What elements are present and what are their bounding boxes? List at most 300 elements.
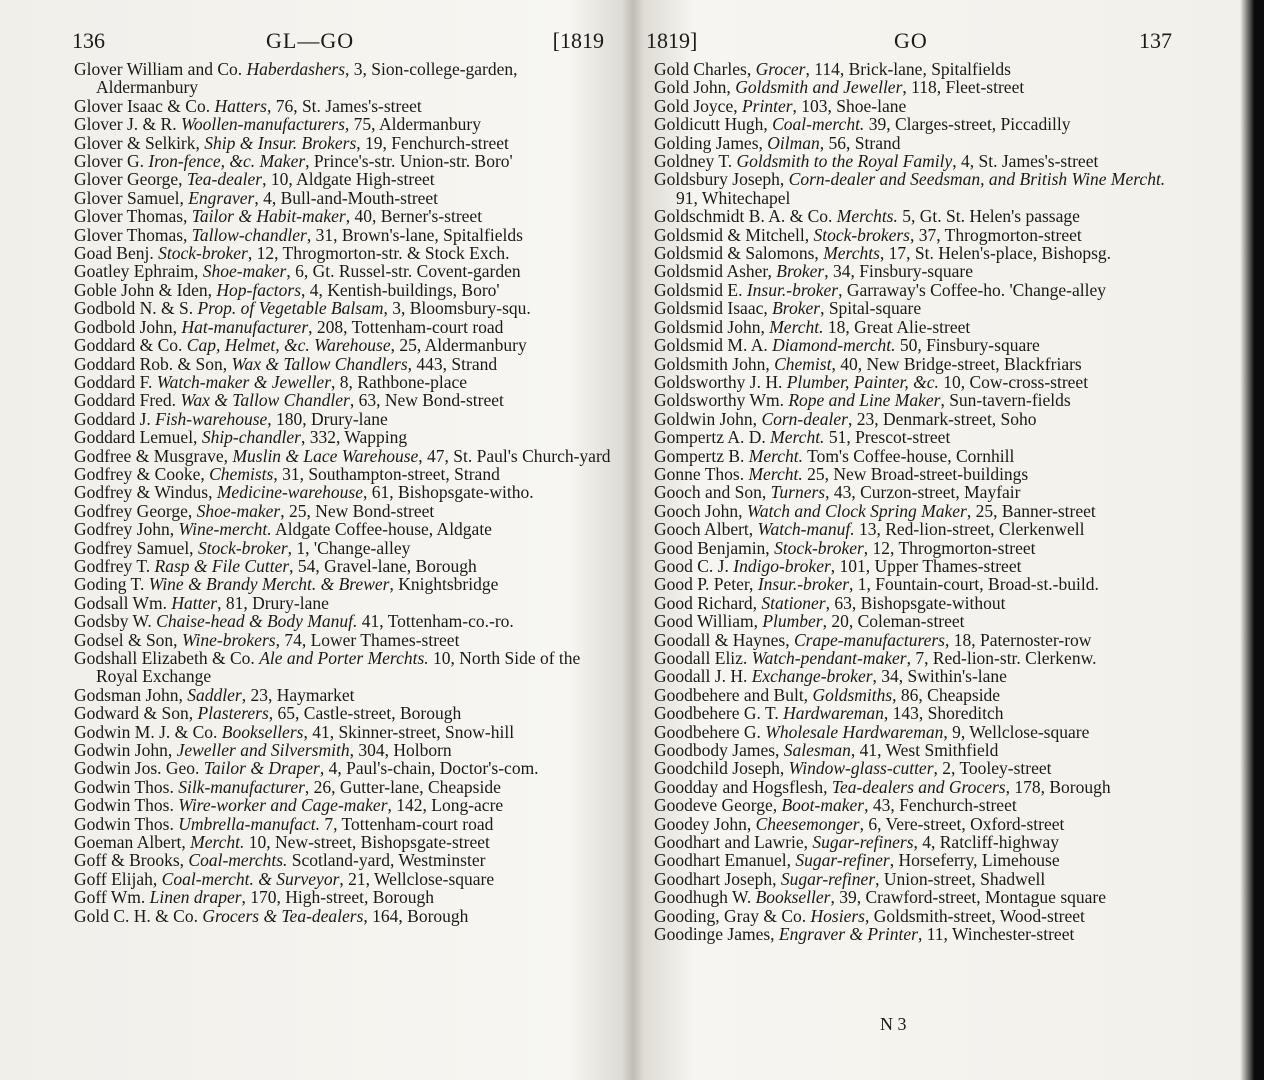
entry-name: Goodinge James,: [654, 924, 779, 945]
directory-entry: [654, 539, 1176, 557]
entry-address: , 39, Crawford-street, Montague square: [830, 887, 1106, 908]
directory-entry: [74, 262, 616, 280]
entry-name: Goldicutt Hugh,: [654, 114, 773, 135]
right-page-year: 1819]: [646, 28, 698, 53]
directory-entry: [654, 262, 1176, 280]
directory-entry: [74, 336, 616, 354]
directory-entry: [654, 244, 1176, 262]
entry-address: , 34, Swithin's-lane: [872, 666, 1007, 687]
entry-address: , 43, Fenchurch-street: [864, 795, 1017, 816]
directory-entry: [74, 428, 616, 446]
entry-name: Godwin Thos.: [74, 795, 179, 816]
entry-trade: Plasterers: [197, 703, 269, 724]
directory-entry: [654, 391, 1176, 409]
directory-entry: [74, 833, 616, 851]
directory-entry: [654, 410, 1176, 428]
entry-name: Goff Elijah,: [74, 868, 162, 889]
entry-trade: Goldsmiths: [812, 684, 893, 705]
directory-entry: [654, 557, 1176, 575]
entry-name: Goff Wm.: [74, 887, 150, 908]
entry-address: , 25, Banner-street: [966, 500, 1096, 521]
entry-trade: Tallow-chandler: [191, 224, 307, 245]
entry-address: , 25, Aldermanbury: [390, 335, 527, 356]
directory-entry: [74, 704, 616, 722]
directory-entry: [654, 465, 1176, 483]
entry-address: 5, Gt. St. Helen's passage: [897, 206, 1080, 227]
entry-name: Godshall Elizabeth & Co.: [74, 648, 260, 668]
directory-entry: [654, 115, 1176, 133]
entry-name: Glover G.: [74, 151, 149, 172]
entry-name: Glover J. & R.: [74, 114, 181, 135]
entry-name: Goodall & Haynes,: [654, 629, 794, 650]
directory-entry: [654, 888, 1176, 906]
entry-name: Goodall J. H.: [654, 666, 752, 687]
right-page-number: 137: [1139, 28, 1172, 53]
entry-trade: Watch-manuf.: [757, 519, 855, 540]
entry-name: Godfrey Samuel,: [74, 537, 198, 558]
entry-address: , 47, St. Paul's Church-yard: [418, 445, 611, 466]
directory-entry: [74, 373, 616, 391]
directory-entry: [74, 60, 616, 97]
entry-address: , 34, Finsbury-square: [824, 261, 973, 282]
entry-trade: Shoe-maker: [196, 500, 281, 521]
entry-name: Goodchild Joseph,: [654, 758, 789, 779]
entry-name: Goldsmid Asher,: [654, 261, 777, 282]
directory-entry: [74, 649, 616, 686]
entry-name: Goatley Ephraim,: [74, 261, 203, 282]
entry-trade: Insur.-broker: [757, 574, 850, 595]
entry-address: 91, Whitechapel: [676, 187, 791, 208]
entry-trade: Fish-warehouse: [155, 408, 268, 429]
entry-name: Godward & Son,: [74, 703, 198, 724]
entry-address: , 37, Throgmorton-street: [910, 224, 1082, 245]
entry-name: Godwin Thos.: [74, 776, 179, 797]
entry-address: , 12, Throgmorton-str. & Stock Exch.: [247, 243, 510, 264]
entry-name: Gold C. H. & Co.: [74, 905, 203, 926]
left-page: [56, 28, 616, 1068]
entry-trade: Grocer: [755, 59, 806, 79]
entry-trade: Hop-factors: [216, 279, 301, 300]
directory-entry: [74, 870, 616, 888]
directory-entry: [654, 281, 1176, 299]
entry-trade: Prop. of Vegetable Balsam: [197, 298, 384, 319]
entry-address: , 56, Strand: [819, 132, 901, 153]
entry-name: Godbold N. & S.: [74, 298, 198, 319]
directory-entry: [74, 888, 616, 906]
entry-address: , Garraway's Coffee-ho. 'Change-alley: [838, 279, 1106, 300]
entry-name: Goldsworthy Wm.: [654, 390, 789, 411]
entry-address: , 12, Throgmorton-street: [863, 537, 1036, 558]
directory-entry: [654, 796, 1176, 814]
entry-address: , 31, Brown's-lane, Spitalfields: [306, 224, 523, 245]
entry-name: Goldsmith John,: [654, 353, 775, 374]
entry-trade: Ship & Insur. Brokers: [204, 132, 357, 153]
entry-trade: Window-glass-cutter: [788, 758, 934, 779]
entry-name: Godsby W.: [74, 611, 157, 632]
entry-trade: Woollen-manufacturers: [180, 114, 345, 135]
entry-name: Godfrey & Windus,: [74, 482, 217, 503]
entry-address: , 1, 'Change-alley: [287, 537, 411, 558]
entry-address: , 2, Tooley-street: [933, 758, 1052, 779]
entry-trade: Chemist: [774, 353, 832, 374]
directory-entry: [654, 907, 1176, 925]
entry-name: Glover Thomas,: [74, 224, 192, 245]
entry-name: Godfree & Musgrave,: [74, 445, 233, 466]
directory-entry: [74, 97, 616, 115]
entry-name: Glover William and Co.: [74, 59, 247, 79]
entry-name: Godwin Thos.: [74, 813, 179, 834]
directory-entry: [74, 594, 616, 612]
entry-trade: Engraver: [188, 187, 255, 208]
entry-address: , 17, St. Helen's-place, Bishopsg.: [879, 243, 1112, 264]
directory-entry: [654, 925, 1176, 943]
entry-name: Goldsworthy J. H.: [654, 371, 787, 392]
entry-name: Goldsbury Joseph,: [654, 169, 789, 190]
entry-address: , 65, Castle-street, Borough: [268, 703, 462, 724]
entry-trade: Tea-dealers and Grocers: [831, 776, 1006, 797]
entry-name: Glover Thomas,: [74, 206, 192, 227]
entry-trade: Jeweller and Silversmith: [176, 740, 350, 761]
entry-trade: Silk-manufacturer: [178, 776, 305, 797]
entry-name: Gold Joyce,: [654, 95, 742, 116]
entry-address: , Horseferry, Limehouse: [889, 850, 1060, 871]
entry-trade: Tailor & Draper: [203, 758, 320, 779]
entry-name: Goodeve George,: [654, 795, 782, 816]
entry-address: , 40, New Bridge-street, Blackfriars: [831, 353, 1082, 374]
directory-entry: [654, 428, 1176, 446]
directory-entry: [654, 355, 1176, 373]
entry-name: Goodday and Hogsflesh,: [654, 776, 832, 797]
entry-trade: Plumber, Painter, &c.: [786, 371, 939, 392]
entry-name: Good P. Peter,: [654, 574, 758, 595]
entry-name: Goldschmidt B. A. & Co.: [654, 206, 837, 227]
entry-trade: Printer: [741, 95, 793, 116]
entry-address: , 54, Gravel-lane, Borough: [289, 555, 477, 576]
entry-name: Gonne Thos.: [654, 463, 749, 484]
entry-name: Goddard J.: [74, 408, 156, 429]
entry-trade: Turners: [770, 482, 826, 503]
entry-address: , 170, High-street, Borough: [241, 887, 435, 908]
entry-name: Goodbehere G. T.: [654, 703, 784, 724]
entry-name: Goodbehere and Bult,: [654, 684, 813, 705]
directory-entry: [654, 778, 1176, 796]
entry-trade: Stationer: [761, 592, 826, 613]
entry-name: Godfrey & Cooke,: [74, 463, 210, 484]
entry-address: 50, Finsbury-square: [895, 335, 1040, 356]
entry-trade: Wax & Tallow Chandlers: [231, 353, 408, 374]
entry-address: , 21, Wellclose-square: [339, 868, 495, 889]
entry-name: Goldsmid & Mitchell,: [654, 224, 814, 245]
entry-trade: Engraver & Printer: [778, 924, 918, 945]
entry-trade: Shoe-maker: [202, 261, 287, 282]
entry-trade: Umbrella-manufact.: [178, 813, 320, 834]
entry-address: , 118, Fleet-street: [902, 77, 1025, 98]
entry-trade: Bookseller: [755, 887, 831, 908]
entry-address: 18, Great Alie-street: [823, 316, 971, 337]
entry-address: Scotland-yard, Westminster: [287, 850, 486, 871]
entry-name: Goodall Eliz.: [654, 648, 752, 668]
entry-trade: Cheesemonger: [755, 813, 860, 834]
directory-entry: [654, 815, 1176, 833]
entry-name: Goldney T.: [654, 151, 737, 172]
directory-entry: [654, 336, 1176, 354]
entry-name: Gooch and Son,: [654, 482, 771, 503]
entry-name: Goeman Albert,: [74, 832, 191, 853]
entry-address: , 23, Denmark-street, Soho: [847, 408, 1037, 429]
entry-address: , 101, Upper Thames-street: [830, 555, 1022, 576]
entry-trade: Corn-dealer: [761, 408, 848, 429]
entry-address: , 7, Red-lion-str. Clerkenw.: [906, 648, 1097, 668]
entry-name: Godwin Jos. Geo.: [74, 758, 204, 779]
entry-trade: Tailor & Habit-maker: [191, 206, 346, 227]
entry-trade: Stock-brokers: [813, 224, 910, 245]
entry-address: 51, Prescot-street: [824, 427, 951, 448]
entry-name: Gooch Albert,: [654, 519, 758, 540]
directory-entry: [654, 870, 1176, 888]
entry-trade: Wine & Brandy Mercht. & Brewer: [148, 574, 390, 595]
entry-address: , 40, Berner's-street: [345, 206, 483, 227]
directory-entry: [74, 189, 616, 207]
entry-address: , 4, Ratcliff-highway: [913, 832, 1059, 853]
directory-entry: [654, 152, 1176, 170]
entry-trade: Oilman: [767, 132, 820, 153]
entry-trade: Insur.-broker: [746, 279, 839, 300]
entry-trade: Medicine-warehouse: [216, 482, 363, 503]
directory-entry: [654, 97, 1176, 115]
directory-entry: [654, 373, 1176, 391]
entry-name: Glover Isaac & Co.: [74, 95, 215, 116]
entry-address: , 75, Aldermanbury: [344, 114, 482, 135]
entry-trade: Goldsmith to the Royal Family: [736, 151, 953, 172]
left-page-head: GL—GO: [266, 28, 355, 53]
entry-address: , 23, Haymarket: [241, 684, 355, 705]
entry-name: Good William,: [654, 611, 763, 632]
left-entry-list: [56, 60, 616, 925]
entry-name: Golding James,: [654, 132, 768, 153]
entry-name: Gooch John,: [654, 500, 747, 521]
page-edge-shadow: [1240, 0, 1264, 1080]
entry-trade: Booksellers: [221, 721, 304, 742]
entry-address: , 74, Lower Thames-street: [275, 629, 460, 650]
entry-name: Goff & Brooks,: [74, 850, 189, 871]
directory-entry: [74, 575, 616, 593]
directory-entry: [74, 244, 616, 262]
entry-trade: Stock-broker: [774, 537, 864, 558]
entry-address: , 86, Cheapside: [892, 684, 1001, 705]
entry-address: , Union-street, Shadwell: [875, 868, 1046, 889]
entry-name: Goldsmid & Salomons,: [654, 243, 824, 264]
entry-address: Aldgate Coffee-house, Aldgate: [271, 519, 492, 540]
directory-entry: [74, 502, 616, 520]
directory-entry: [74, 557, 616, 575]
entry-trade: Hosiers: [810, 905, 865, 926]
entry-address: , 41, Skinner-street, Snow-hill: [303, 721, 515, 742]
directory-entry: [74, 170, 616, 188]
entry-address: , 61, Bishopsgate-witho.: [362, 482, 534, 503]
entry-trade: Rasp & File Cutter: [154, 555, 290, 576]
entry-trade: Ship-chandler: [201, 427, 301, 448]
entry-name: Goddard & Co.: [74, 335, 187, 356]
directory-entry: [654, 520, 1176, 538]
entry-trade: Merchts: [823, 243, 880, 264]
directory-entry: [74, 686, 616, 704]
directory-entry: [74, 152, 616, 170]
entry-address: 7, Tottenham-court road: [319, 813, 494, 834]
entry-trade: Chemists: [209, 463, 274, 484]
entry-trade: Stock-broker: [197, 537, 288, 558]
entry-address: , 143, Shoreditch: [883, 703, 1004, 724]
entry-address: , 114, Brick-lane, Spitalfields: [805, 59, 1011, 79]
entry-name: Godsall Wm.: [74, 592, 172, 613]
entry-address: , 6, Vere-street, Oxford-street: [859, 813, 1065, 834]
directory-entry: [654, 483, 1176, 501]
left-running-head: [56, 28, 616, 60]
directory-entry: [74, 115, 616, 133]
directory-entry: [74, 520, 616, 538]
entry-trade: Grocers & Tea-dealers: [202, 905, 364, 926]
directory-entry: [74, 207, 616, 225]
entry-address: , 6, Gt. Russel-str. Covent-garden: [286, 261, 521, 282]
entry-trade: Indigo-broker: [733, 555, 831, 576]
entry-name: Goble John & Iden,: [74, 279, 217, 300]
directory-entry: [654, 226, 1176, 244]
entry-trade: Salesman: [783, 740, 851, 761]
entry-trade: Haberdashers: [246, 59, 346, 79]
entry-name: Good Richard,: [654, 592, 762, 613]
entry-address: , 26, Gutter-lane, Cheapside: [304, 776, 501, 797]
entry-trade: Ale and Porter Merchts.: [259, 648, 429, 668]
entry-address: 10, North Side of the Royal Exchange: [96, 648, 581, 687]
entry-address: , Knightsbridge: [389, 574, 499, 595]
entry-trade: Saddler: [187, 684, 242, 705]
entry-address: , 180, Drury-lane: [267, 408, 388, 429]
directory-entry: [74, 741, 616, 759]
entry-name: Gold Charles,: [654, 59, 756, 79]
entry-address: 25, New Broad-street-buildings: [802, 463, 1029, 484]
directory-entry: [74, 410, 616, 428]
directory-entry: [654, 833, 1176, 851]
entry-trade: Hatter: [171, 592, 218, 613]
entry-address: , 178, Borough: [1005, 776, 1111, 797]
entry-address: , Spital-square: [820, 298, 922, 319]
directory-entry: [74, 483, 616, 501]
entry-address: , 20, Coleman-street: [822, 611, 965, 632]
directory-entry: [74, 723, 616, 741]
entry-address: , 4, Bull-and-Mouth-street: [254, 187, 439, 208]
entry-name: Goodbody James,: [654, 740, 784, 761]
directory-entry: [654, 649, 1176, 667]
entry-address: , 443, Strand: [407, 353, 498, 374]
entry-address: , Sun-tavern-fields: [940, 390, 1071, 411]
entry-address: , 142, Long-acre: [387, 795, 504, 816]
entry-trade: Mercht.: [769, 316, 824, 337]
directory-entry: [654, 447, 1176, 465]
entry-name: Godbold John,: [74, 316, 182, 337]
entry-trade: Sugar-refiners: [812, 832, 914, 853]
entry-address: 10, New-street, Bishopsgate-street: [244, 832, 490, 853]
entry-name: Goodhugh W.: [654, 887, 756, 908]
entry-name: Goddard F.: [74, 371, 157, 392]
directory-entry: [74, 631, 616, 649]
entry-trade: Watch and Clock Spring Maker: [746, 500, 967, 521]
entry-trade: Cap, Helmet, &c. Warehouse: [186, 335, 391, 356]
entry-address: , 164, Borough: [363, 905, 469, 926]
entry-trade: Broker: [772, 298, 821, 319]
directory-entry: [654, 759, 1176, 777]
entry-address: , Goldsmith-street, Wood-street: [864, 905, 1085, 926]
entry-trade: Hatters: [214, 95, 267, 116]
entry-name: Goldsmid M. A.: [654, 335, 773, 356]
directory-entry: [654, 686, 1176, 704]
directory-entry: [654, 575, 1176, 593]
entry-trade: Wine-brokers: [181, 629, 276, 650]
entry-name: Gold John,: [654, 77, 736, 98]
entry-trade: Plumber: [762, 611, 823, 632]
entry-trade: Hat-manufacturer: [181, 316, 309, 337]
entry-name: Godfrey T.: [74, 555, 155, 576]
right-page-head: GO: [894, 28, 928, 53]
entry-trade: Rope and Line Maker: [788, 390, 941, 411]
entry-address: , 4, St. James's-street: [952, 151, 1099, 172]
entry-trade: Coal-mercht. & Surveyor: [161, 868, 340, 889]
entry-address: , 31, Southampton-street, Strand: [273, 463, 500, 484]
entry-trade: Sugar-refiner: [780, 868, 876, 889]
directory-entry: [654, 667, 1176, 685]
entry-address: , 304, Holborn: [349, 740, 452, 761]
entry-address: , 43, Curzon-street, Mayfair: [825, 482, 1021, 503]
entry-name: Goldsmid Isaac,: [654, 298, 773, 319]
right-entry-list: [636, 60, 1176, 944]
directory-entry: [654, 502, 1176, 520]
directory-entry: [74, 796, 616, 814]
entry-address: , Prince's-str. Union-str. Boro': [305, 151, 513, 172]
directory-entry: [654, 723, 1176, 741]
entry-trade: Linen draper: [149, 887, 242, 908]
entry-address: , 81, Drury-lane: [217, 592, 329, 613]
entry-name: Godsman John,: [74, 684, 188, 705]
entry-name: Good C. J.: [654, 555, 734, 576]
entry-trade: Wine-mercht.: [178, 519, 272, 540]
entry-name: Goddard Lemuel,: [74, 427, 202, 448]
entry-address: , 4, Kentish-buildings, Boro': [301, 279, 500, 300]
directory-entry: [654, 134, 1176, 152]
entry-name: Goodhart Joseph,: [654, 868, 781, 889]
entry-address: 13, Red-lion-street, Clerkenwell: [854, 519, 1085, 540]
entry-address: , 103, Shoe-lane: [792, 95, 907, 116]
entry-name: Goodhart and Lawrie,: [654, 832, 813, 853]
directory-entry: [74, 355, 616, 373]
entry-trade: Mercht.: [770, 427, 825, 448]
entry-name: Gompertz A. D.: [654, 427, 771, 448]
entry-trade: Crape-manufacturers: [793, 629, 945, 650]
directory-entry: [654, 78, 1176, 96]
entry-address: , 18, Paternoster-row: [945, 629, 1092, 650]
entry-address: , 63, Bishopsgate-without: [825, 592, 1006, 613]
directory-entry: [654, 207, 1176, 225]
entry-trade: Iron-fence, &c. Maker: [148, 151, 306, 172]
directory-entry: [74, 612, 616, 630]
entry-address: , 25, New Bond-street: [280, 500, 435, 521]
entry-address: , 208, Tottenham-court road: [308, 316, 504, 337]
entry-trade: Goldsmith and Jeweller: [735, 77, 903, 98]
entry-trade: Muslin & Lace Warehouse: [232, 445, 419, 466]
entry-address: , 8, Rathbone-place: [331, 371, 468, 392]
entry-address: , 3, Bloomsbury-squ.: [383, 298, 531, 319]
directory-entry: [74, 391, 616, 409]
entry-address: , 3, Sion-college-garden, Aldermanbury: [96, 59, 518, 98]
entry-address: , 9, Wellclose-square: [943, 721, 1090, 742]
directory-entry: [654, 170, 1176, 207]
